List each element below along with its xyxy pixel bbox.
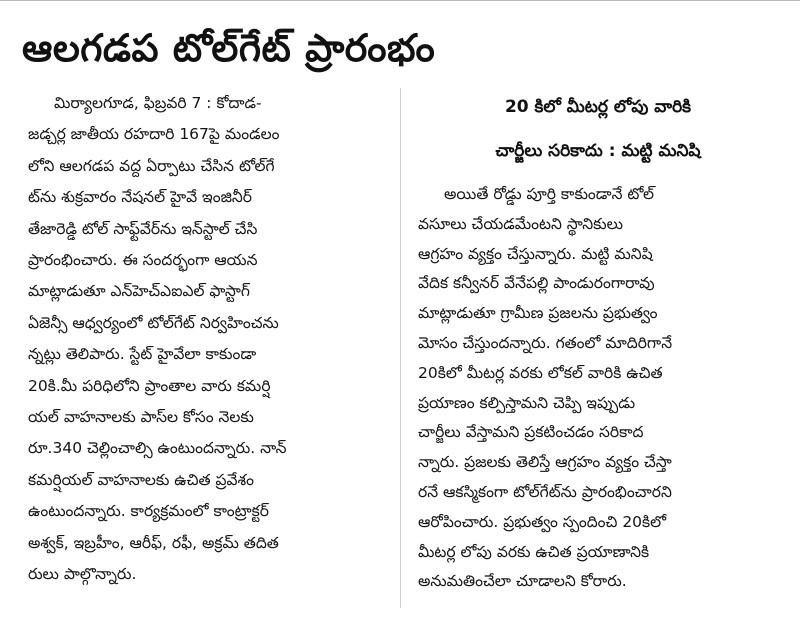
left-line: యల్ వాహనాలకు పాస్‌ల కోసం నెలకు (28, 408, 254, 427)
left-line: తేజారెడ్డి టోల్ సాఫ్ట్‌వేర్‌ను ఇన్‌స్టాల్ చేసి (28, 219, 258, 238)
left-line: ప్రారంభించారు. ఈ సందర్భంగా ఆయన (28, 251, 258, 270)
right-line: వసూలు చేయడమేంటని స్థానికులు (418, 214, 623, 233)
right-line: ప్రయాణం కల్పిస్తామని చెప్పి ఇప్పుడు (418, 393, 636, 412)
left-line: ఉంటుందన్నారు. కార్యక్రమంలో కాంట్రాక్టర్ (28, 502, 269, 521)
left-line: 20కి.మీ పరిధిలోని ప్రాంతాల వారు కమర్షి (28, 376, 271, 395)
column-divider (400, 88, 401, 608)
left-line: కమర్షియల్ వాహనాలకు ఉచిత ప్రవేశం (28, 470, 254, 489)
left-line: రూ.340 చెల్లించాల్సి ఉంటుందన్నారు. నాన్ (28, 439, 287, 458)
right-line: మోసం చేస్తుందన్నారు. గతంలో మాదిరిగానే (418, 333, 673, 352)
left-column (28, 88, 388, 591)
top-border (0, 0, 800, 7)
left-line: అశ్వక్, ఇబ్రహీం, ఆరీఫ్, రఫీ, అక్రమ్ తదిత (28, 533, 279, 552)
headline: ఆలగడప టోల్‌గేట్ ప్రారంభం (22, 26, 436, 70)
right-line: చార్జీలు వేస్తామని ప్రకటించడం సరికాద (418, 423, 644, 442)
right-line: 20కిలో మీటర్ల వరకు లోకల్ వారికి ఉచిత (418, 363, 663, 382)
right-line: న్నారు. ప్రజలకు తెలిస్తే ఆగ్రహం వ్యక్తం చేస్తా (418, 453, 672, 472)
right-line: ఆగ్రహం వ్యక్తం చేస్తున్నారు. మట్టి మనిషి (418, 244, 653, 263)
right-column-body (418, 180, 778, 597)
left-line: లోని ఆలగడప వద్ద ఏర్పాటు చేసిన టోల్‌గే (28, 156, 275, 175)
sub-headline-line-2: చార్జీలు సరికాదు : మట్టి మనిషి (495, 141, 701, 161)
right-line: మాట్లాడుతూ గ్రామీణ ప్రజలను ప్రభుత్వం (418, 304, 658, 323)
right-line: అయితే రోడ్డు పూర్తి కాకుండానే టోల్ (444, 185, 654, 203)
right-column (418, 88, 778, 597)
left-line: న్నట్లు తెలిపారు. స్టేట్ హైవేలా కాకుండా (28, 345, 257, 364)
right-line: రనే ఆకస్మికంగా టోల్‌గేట్‌ను ప్రారంభించారని (418, 482, 672, 501)
right-line: మీటర్ల లోపు వరకు ఉచిత ప్రయాణానికి (418, 542, 650, 561)
left-line: రులు పాల్గొన్నారు. (28, 565, 137, 584)
right-line: ఆరోపించారు. ప్రభుత్వం స్పందించి 20కిలో (418, 512, 667, 531)
left-line: జడ్చర్ల జాతీయ రహదారి 167పై మండలం (28, 125, 280, 144)
right-line: వేదిక కన్వీనర్ వేనేపల్లి పాండురంగారావు (418, 274, 655, 293)
left-line: మాట్లాడుతూ ఎన్‌హెచ్‌ఎఐఎల్ ఫాస్టాగ్ (28, 282, 250, 301)
left-line: మిర్యాలగూడ, ఫిబ్రవరి 7 : కోదాడ- (54, 94, 262, 112)
left-line: ట్‌ను శుక్రవారం నేషనల్ హైవే ఇంజినీర్ (28, 188, 252, 207)
sub-headline-line-1: 20 కిలో మీటర్ల లోపు వారికి (504, 97, 692, 117)
left-line: ఏజెన్సీ ఆధ్వర్యంలో టోల్‌గేట్ నిర్వహించను (28, 313, 279, 332)
right-line: అనుమతించేలా చూడాలని కోరారు. (418, 572, 627, 591)
